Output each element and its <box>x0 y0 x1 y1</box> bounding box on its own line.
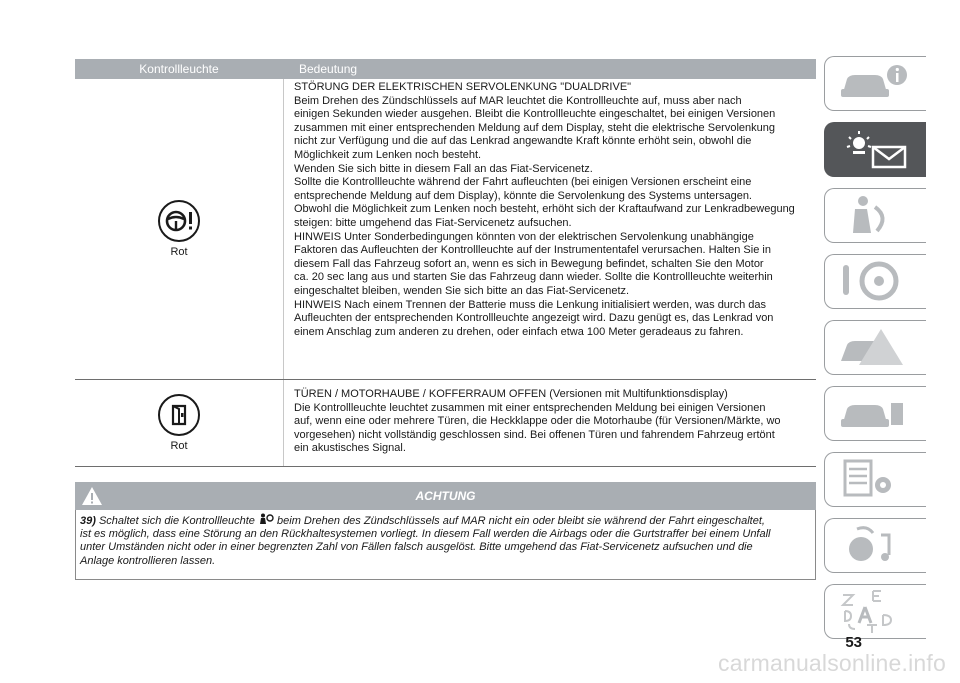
color-label: Rot <box>170 246 188 258</box>
achtung-text <box>75 510 816 580</box>
note-number: 39) <box>80 515 96 527</box>
text-line: vorgesehen) nicht vollständig geschlossen sind. Bei offenen Türen und fahrendem Fahrzeug ertönt <box>294 428 775 441</box>
page-number: 53 <box>845 634 862 651</box>
tab-emergency[interactable] <box>824 320 926 375</box>
text-fragment: Schaltet sich die Kontrollleuchte <box>98 515 255 527</box>
tab-warning-lights[interactable] <box>824 122 926 177</box>
achtung-title: ACHTUNG <box>415 489 476 503</box>
tab-starting[interactable] <box>824 254 926 309</box>
tab-multimedia[interactable] <box>824 518 926 573</box>
header-bedeutung: Bedeutung <box>299 62 358 76</box>
achtung-header <box>75 482 816 510</box>
text-line: Faktoren das Aufleuchten der Kontrollleuchte auf der Instrumententafel verursachen. Halten Sie in <box>294 244 771 257</box>
text-line: ca. 20 sec lang aus und starten Sie das Fahrzeug dann wieder. Sollte die Kontrollleuchte weiterhin <box>294 271 773 284</box>
header-kontrollleuchte: Kontrollleuchte <box>139 62 219 76</box>
tab-safety[interactable] <box>824 188 926 243</box>
table-header <box>75 59 816 79</box>
text-line: einigen Sekunden wieder ausgehen. Bleibt die Kontrollleuchte eingeschaltet, bei einigen Versionen <box>294 108 776 121</box>
warning-lights-table <box>75 59 816 467</box>
text-line: steigen: bitte umgehend das Fiat-Servicenetz aufsuchen. <box>294 216 572 229</box>
text-line: eingeschaltet bleiben, wenden Sie sich bitte an das Fiat-Servicenetz. <box>294 284 630 297</box>
color-label: Rot <box>170 440 188 452</box>
door-open-icon <box>158 394 200 436</box>
text-line: Obwohl die Möglichkeit zum Lenken noch besteht, erhöht sich der Kraftaufwand zur Lenkradbewegung <box>294 203 795 216</box>
text-line: ein akustisches Signal. <box>294 442 406 455</box>
airbag-warning-icon <box>258 513 274 525</box>
icon-cell <box>75 79 284 379</box>
text-line: STÖRUNG DER ELEKTRISCHEN SERVOLENKUNG "DUALDRIVE" <box>294 81 632 93</box>
seat-airbag-icon <box>837 193 917 237</box>
text-line: zusammen mit einer entsprechenden Meldung auf dem Display, steht die elektrische Servolenkung <box>294 121 775 134</box>
tab-service[interactable] <box>824 386 926 441</box>
text-line: Wenden Sie sich bitte in diesem Fall an das Fiat-Servicenetz. <box>294 162 593 175</box>
alphabetical-index-icon <box>837 589 917 633</box>
text-line: Aufleuchten der entsprechenden Kontrollleuchte angezeigt wird. Dazu genügt es, das Lenkrad von <box>294 312 774 325</box>
tab-car-info[interactable] <box>824 56 926 111</box>
text-line: Die Kontrollleuchte leuchtet zusammen mit einer entsprechenden Meldung bei einigen Versionen <box>294 401 766 414</box>
table-row <box>75 380 816 467</box>
text-line: HINWEIS Nach einem Trennen der Batterie muss die Lenkung initialisiert werden, was durch das <box>294 298 767 311</box>
car-accident-icon <box>837 325 917 369</box>
description-cell <box>284 79 816 379</box>
text-line: unter Umständen nicht oder in einer begrenzten Zahl von Fällen falsch ausgelöst. Bitte umgehend das Fiat-Servicenetz aufsuchen und die <box>80 541 753 554</box>
text-line: HINWEIS Unter Sonderbedingungen könnten von der elektrischen Servolenkung unabhängige <box>294 230 754 243</box>
tab-technical[interactable] <box>824 452 926 507</box>
car-service-icon <box>837 391 917 435</box>
chapter-tabs <box>824 56 926 650</box>
text-line: einem Anschlag zum anderen zu drehen, oder einfach etwa 100 Meter geradeaus zu fahren. <box>294 325 744 338</box>
watermark: carmanualsonline.info <box>718 650 946 676</box>
text-line: Beim Drehen des Zündschlüssels auf MAR leuchtet die Kontrollleuchte auf, muss aber nach <box>294 94 742 107</box>
table-row <box>75 79 816 380</box>
key-steering-icon <box>837 259 917 303</box>
icon-cell <box>75 380 284 466</box>
multimedia-icon <box>837 523 917 567</box>
text-line: entsprechende Meldung auf dem Display), könnte die Servolenkung des Systems untersagen. <box>294 189 752 202</box>
text-fragment: beim Drehen des Zündschlüssels auf MAR nicht ein oder bleibt sie während der Fahrt eingeschaltet, <box>277 515 765 527</box>
car-info-icon <box>837 61 917 105</box>
text-line: nicht zur Verfügung und die auf das Lenkrad angewandte Kraft könnte erhöht sein, obwohl die <box>294 135 752 148</box>
warning-light-message-icon <box>837 127 917 171</box>
achtung-box <box>75 482 816 580</box>
text-line: auf, wenn eine oder mehrere Türen, die Heckklappe oder die Motorhaube (für Versionen/Märkte, wo <box>294 415 781 428</box>
text-line: diesem Fall das Fahrzeug sofort an, wenn es sich in Bewegung befindet, schalten Sie den Motor <box>294 257 764 270</box>
text-line: ist es möglich, dass eine Störung an den Rückhaltesystemen vorliegt. In diesem Fall werden die Airbags oder die Gurtstraffer bei einem Unfall <box>80 528 771 541</box>
description-cell <box>284 380 816 466</box>
text-line: Anlage kontrollieren lassen. <box>80 554 216 567</box>
text-line: TÜREN / MOTORHAUBE / KOFFERRAUM OFFEN (Versionen mit Multifunktionsdisplay) <box>294 388 728 400</box>
text-line: Möglichkeit zum Lenken noch besteht. <box>294 148 482 161</box>
tab-index[interactable] <box>824 584 926 639</box>
maintenance-list-icon <box>837 457 917 501</box>
steering-wheel-warning-icon <box>158 200 200 242</box>
text-line: Sollte die Kontrollleuchte während der Fahrt aufleuchten (bei einigen Versionen erscheint eine <box>294 176 752 189</box>
